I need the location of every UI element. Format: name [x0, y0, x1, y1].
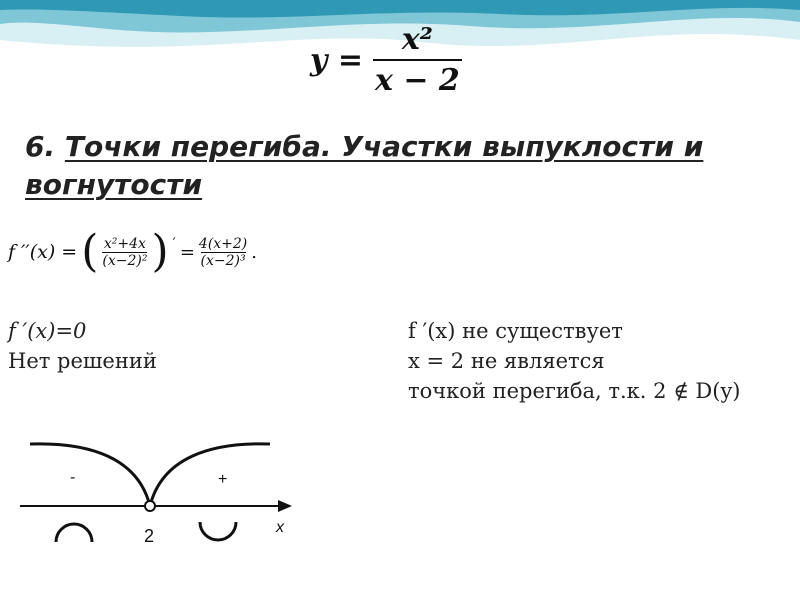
concave-down-arc [56, 524, 92, 542]
inner-numerator: x²+4x [103, 235, 146, 252]
left-paren: ( [81, 226, 99, 277]
right-sign: + [218, 471, 228, 488]
right-case-line2: x = 2 не является [408, 349, 605, 373]
result-numerator: 4(x+2) [198, 235, 248, 252]
result-denominator: (x−2)³ [200, 252, 246, 269]
left-case-line2: Нет решений [8, 349, 157, 373]
right-case-line1: f ′(x) не существует [408, 319, 623, 343]
inner-fraction [102, 236, 147, 269]
sign-diagram [20, 418, 310, 558]
right-case [408, 316, 741, 406]
point-label: 2 [144, 526, 155, 546]
concave-up-arc [200, 522, 236, 540]
trailing-dot: . [251, 241, 258, 263]
right-paren: ) [151, 226, 169, 277]
left-case-line1: f ′(x)=0 [8, 319, 87, 343]
prime-mark: ′ [172, 236, 176, 252]
heading-number: 6. [25, 130, 56, 163]
x-axis-arrow [278, 500, 292, 512]
right-curve [150, 444, 270, 506]
right-case-line3: точкой перегиба, т.к. 2 ∉ D(y) [408, 379, 741, 403]
inner-denominator: (x−2)² [102, 252, 148, 269]
left-curve [30, 444, 150, 506]
left-sign: - [70, 469, 76, 486]
equals-sign: = [179, 241, 195, 263]
heading-title: Точки перегиба. Участки выпуклости и вогнутости [25, 130, 704, 201]
formula-denominator: x − 2 [373, 59, 462, 98]
formula-lhs: y = [310, 42, 364, 78]
axis-label: x [276, 519, 284, 536]
second-derivative-formula [8, 226, 258, 277]
point-marker [145, 501, 155, 511]
formula-numerator: x² [401, 22, 433, 57]
function-formula [310, 22, 462, 98]
second-derivative-lhs: f ′′(x) = [8, 241, 78, 263]
left-case [8, 316, 157, 376]
formula-fraction [373, 22, 462, 98]
result-fraction [199, 236, 247, 269]
section-heading [25, 128, 785, 204]
